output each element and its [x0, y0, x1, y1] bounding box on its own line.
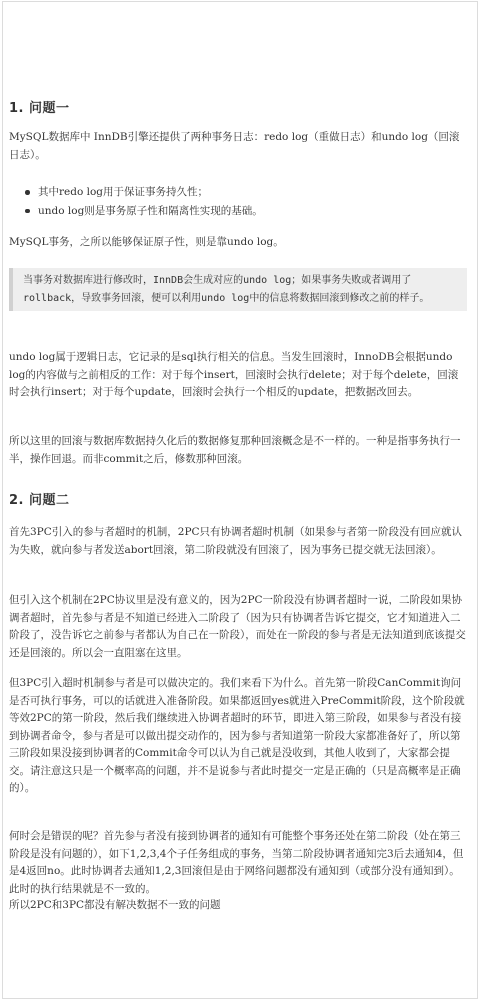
bullet-list: [9, 183, 467, 220]
heading-question-2: 2. 问题二: [9, 493, 70, 508]
paragraph-redo-undo-intro: MySQL数据库中 InnDB引擎还提供了两种事务日志：redo log（重做日志）和undo log（回滚日志）。: [9, 131, 460, 161]
paragraph-conclusion: 所以2PC和3PC都没有解决数据不一致的问题: [9, 899, 221, 911]
list-item: 其中redo log用于保证事务持久性；: [9, 183, 467, 202]
paragraph-3pc-decision: 但3PC引入超时机制参与者是可以做决定的。我们来看下为什么。首先第一阶段CanCommit询问是否可执行事务，可以的话就进入准备阶段。如果都返回yes就进入PreCommit阶段，这个阶段就等效2PC的第一阶段，然后我们继续进入协调者超时的环节，即进入第三阶段，如果参与者没有接到协调者命令，参与者是可以做出提交动作的，因为参与者知道第一阶段大家都准备好了，所以第三阶段如果没接到协调者的Commit命令可以认为自己就是没收到，其他人收到了，大家都会提交。请注意这只是一个概率高的问题，并不是说参与者此时提交一定是正确的（只是高概率是正确的）。: [9, 677, 465, 794]
paragraph-atomicity: MySQL事务，之所以能够保证原子性，则是靠undo log。: [9, 236, 284, 248]
paragraph-undo-logical-log: undo log属于逻辑日志，它记录的是sql执行相关的信息。当发生回滚时，InnoDB会根据undo log的内容做与之前相反的工作：对于每个insert，回滚时会执行delete；对于每个delete，回滚时会执行insert；对于每个update，回滚时会执行一个相反的update，把数据改回去。: [9, 351, 459, 398]
bullet-icon: [25, 209, 30, 214]
list-item: undo log则是事务原子性和隔离性实现的基础。: [9, 202, 467, 221]
paragraph-2pc-blocking: 但引入这个机制在2PC协议里是没有意义的，因为2PC一阶段没有协调者超时一说，二阶段如果协调者超时，首先参与者是不知道已经进入二阶段了（因为只有协调者告诉它提交，它才知道进入二阶段了，没告诉它之前参与者都认为自己在一阶段），而处在一阶段的参与者是无法知道到底该提交还是回滚的。所以会一直阻塞在这里。: [9, 594, 466, 659]
bullet-icon: [25, 190, 30, 195]
blockquote-undo-log: 当事务对数据库进行修改时，InnDB会生成对应的undo log；如果事务失败或者调用了rollback，导致事务回滚，便可以利用undo log中的信息将数据回滚到修改之前的样子。: [9, 268, 467, 311]
paragraph-rollback-concept: 所以这里的回滚与数据库数据持久化后的数据修复那种回滚概念是不一样的。一种是指事务执行一半，操作回退。而非commit之后，修数那种回滚。: [9, 435, 461, 465]
document-page: [2, 1, 478, 999]
heading-question-1: 1. 问题一: [9, 101, 70, 116]
paragraph-when-wrong: 何时会是错误的呢？首先参与者没有接到协调者的通知有可能整个事务还处在第二阶段（处在第三阶段是没有问题的），如下1,2,3,4个子任务组成的事务，当第二阶段协调者通知完3后去通知4，但是4返回no。此时协调者去通知1,2,3回滚但是由于网络问题都没有通知到（或部分没有通知到）。此时的执行结果就是不一致的。: [9, 830, 464, 895]
paragraph-3pc-timeout: 首先3PC引入的参与者超时的机制，2PC只有协调者超时机制（如果参与者第一阶段没有回应就认为失败，就向参与者发送abort回滚，第二阶段就没有回滚了，因为事务已提交就无法回滚）。: [9, 526, 463, 556]
